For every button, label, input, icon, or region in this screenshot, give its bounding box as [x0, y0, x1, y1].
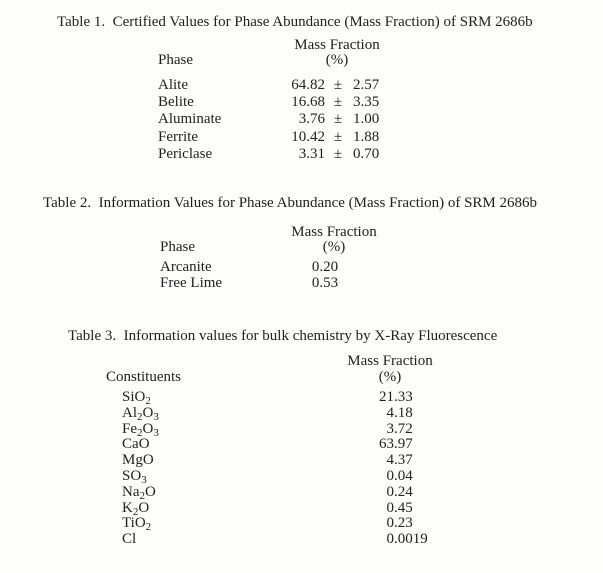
plus-minus-sign: ± — [333, 77, 343, 93]
table-1-phase-header: Phase — [158, 52, 193, 68]
uncertainty-value: 0.70 — [353, 145, 380, 162]
table-1-uncertainty-column — [353, 77, 379, 163]
subscript-digit: 2 — [132, 505, 139, 518]
phase-value: 3.31 — [298, 145, 325, 162]
constituent-formula: $Fe_2O_3$ — [122, 420, 159, 439]
value-integer-part: 0 — [386, 531, 394, 548]
value-integer-part: 21 — [379, 389, 394, 405]
phase-label: Free Lime — [160, 274, 223, 291]
table-1-value-column — [255, 77, 325, 163]
value-integer-part: 4 — [386, 404, 394, 421]
table-3-constituents-header: Constituents — [106, 369, 182, 385]
plus-minus-sign: ± — [333, 94, 343, 111]
phase-label: Aluminate — [158, 111, 222, 128]
phase-label: Arcanite — [160, 259, 212, 275]
phase-value: 64.82 — [291, 77, 325, 93]
table-2-title: Table 2. Information Values for Phase Abundance (Mass Fraction) of SRM 2686b — [43, 195, 538, 211]
constituent-formula: MgO — [122, 452, 154, 469]
constituent-value — [300, 501, 428, 517]
plus-minus-sign: ± — [333, 111, 343, 128]
constituent-formula: $Al_2O_3$ — [122, 404, 159, 423]
constituent-value — [300, 516, 428, 532]
table-2-mass-fraction-header: Mass Fraction — [291, 224, 377, 240]
subscript-digit: 3 — [141, 473, 147, 486]
subscript-digit: 2 — [137, 410, 143, 423]
table-1-phase-column — [158, 77, 221, 163]
value-fraction-part: .0019 — [394, 531, 428, 548]
table-1-mass-fraction-header: Mass Fraction — [294, 37, 380, 53]
phase-value: 16.68 — [291, 94, 325, 111]
value-integer-part: 63 — [379, 436, 394, 453]
value-fraction-part: .72 — [394, 420, 413, 437]
subscript-digit: 2 — [137, 426, 143, 439]
value-fraction-part: .24 — [394, 483, 413, 500]
uncertainty-value: 2.57 — [353, 77, 380, 93]
phase-label: Periclase — [158, 145, 213, 162]
value-integer-part: 0 — [386, 483, 394, 500]
subscript-digit: 2 — [145, 521, 152, 534]
phase-value: 10.42 — [291, 128, 325, 145]
value-fraction-part: .23 — [394, 515, 413, 532]
uncertainty-value: 1.88 — [353, 128, 380, 145]
value-fraction-part: .37 — [394, 452, 413, 469]
constituent-formula: CaO — [122, 436, 150, 453]
value-integer-part: 0 — [386, 515, 394, 532]
constituent-value — [300, 422, 428, 438]
uncertainty-value: 1.00 — [353, 111, 380, 128]
phase-value: 3.76 — [298, 111, 325, 128]
constituent-value — [300, 532, 428, 548]
value-integer-part: 3 — [386, 420, 394, 437]
phase-value: 0.53 — [311, 274, 339, 291]
value-integer-part: 0 — [386, 467, 394, 484]
table-3-percent-header: (%) — [378, 369, 402, 385]
value-fraction-part: .33 — [394, 389, 413, 405]
uncertainty-value: 3.35 — [353, 94, 380, 111]
phase-value: 0.20 — [311, 259, 339, 275]
constituent-formula: Cl — [122, 531, 137, 548]
value-fraction-part: .45 — [394, 499, 413, 516]
constituent-value — [300, 453, 428, 469]
plus-minus-sign: ± — [333, 145, 343, 162]
table-3-mass-fraction-header: Mass Fraction — [347, 353, 433, 369]
table-1-plus-minus-column — [329, 77, 347, 163]
value-integer-part: 0 — [386, 499, 394, 516]
constituent-formula: $K_2O$ — [122, 499, 150, 518]
constituent-value — [300, 437, 428, 453]
constituent-formula: $SO_3$ — [122, 467, 147, 486]
subscript-digit: 2 — [139, 489, 146, 502]
table-3-constituent-column — [122, 390, 159, 548]
phase-label: Belite — [158, 94, 194, 111]
plus-minus-sign: ± — [333, 128, 343, 145]
value-integer-part: 4 — [386, 452, 394, 469]
value-fraction-part: .04 — [394, 467, 413, 484]
phase-label: Alite — [158, 77, 188, 93]
table-1-title: Table 1. Certified Values for Phase Abundance (Mass Fraction) of SRM 2686b — [57, 14, 533, 30]
constituent-formula: TiO$_2$ — [122, 515, 152, 534]
subscript-digit: 3 — [153, 426, 159, 439]
table-2-percent-header: (%) — [322, 239, 346, 255]
phase-label: Ferrite — [158, 128, 198, 145]
subscript-digit: 3 — [153, 410, 159, 423]
constituent-formula: SiO$_2$ — [122, 389, 151, 407]
subscript-digit: 2 — [145, 395, 151, 407]
table-2-value-column — [250, 260, 400, 291]
value-fraction-part: .18 — [394, 404, 413, 421]
table-3-title: Table 3. Information values for bulk chemistry by X-Ray Fluorescence — [68, 328, 498, 344]
table-2-phase-header: Phase — [160, 239, 195, 255]
table-3-value-column — [300, 390, 428, 548]
constituent-value — [300, 406, 428, 422]
constituent-value — [300, 390, 428, 406]
table-2-phase-column — [160, 260, 222, 291]
constituent-formula: $Na_2O$ — [122, 483, 156, 502]
constituent-value — [300, 469, 428, 485]
table-1-percent-header: (%) — [325, 52, 349, 68]
value-fraction-part: .97 — [394, 436, 413, 453]
constituent-value — [300, 485, 428, 501]
